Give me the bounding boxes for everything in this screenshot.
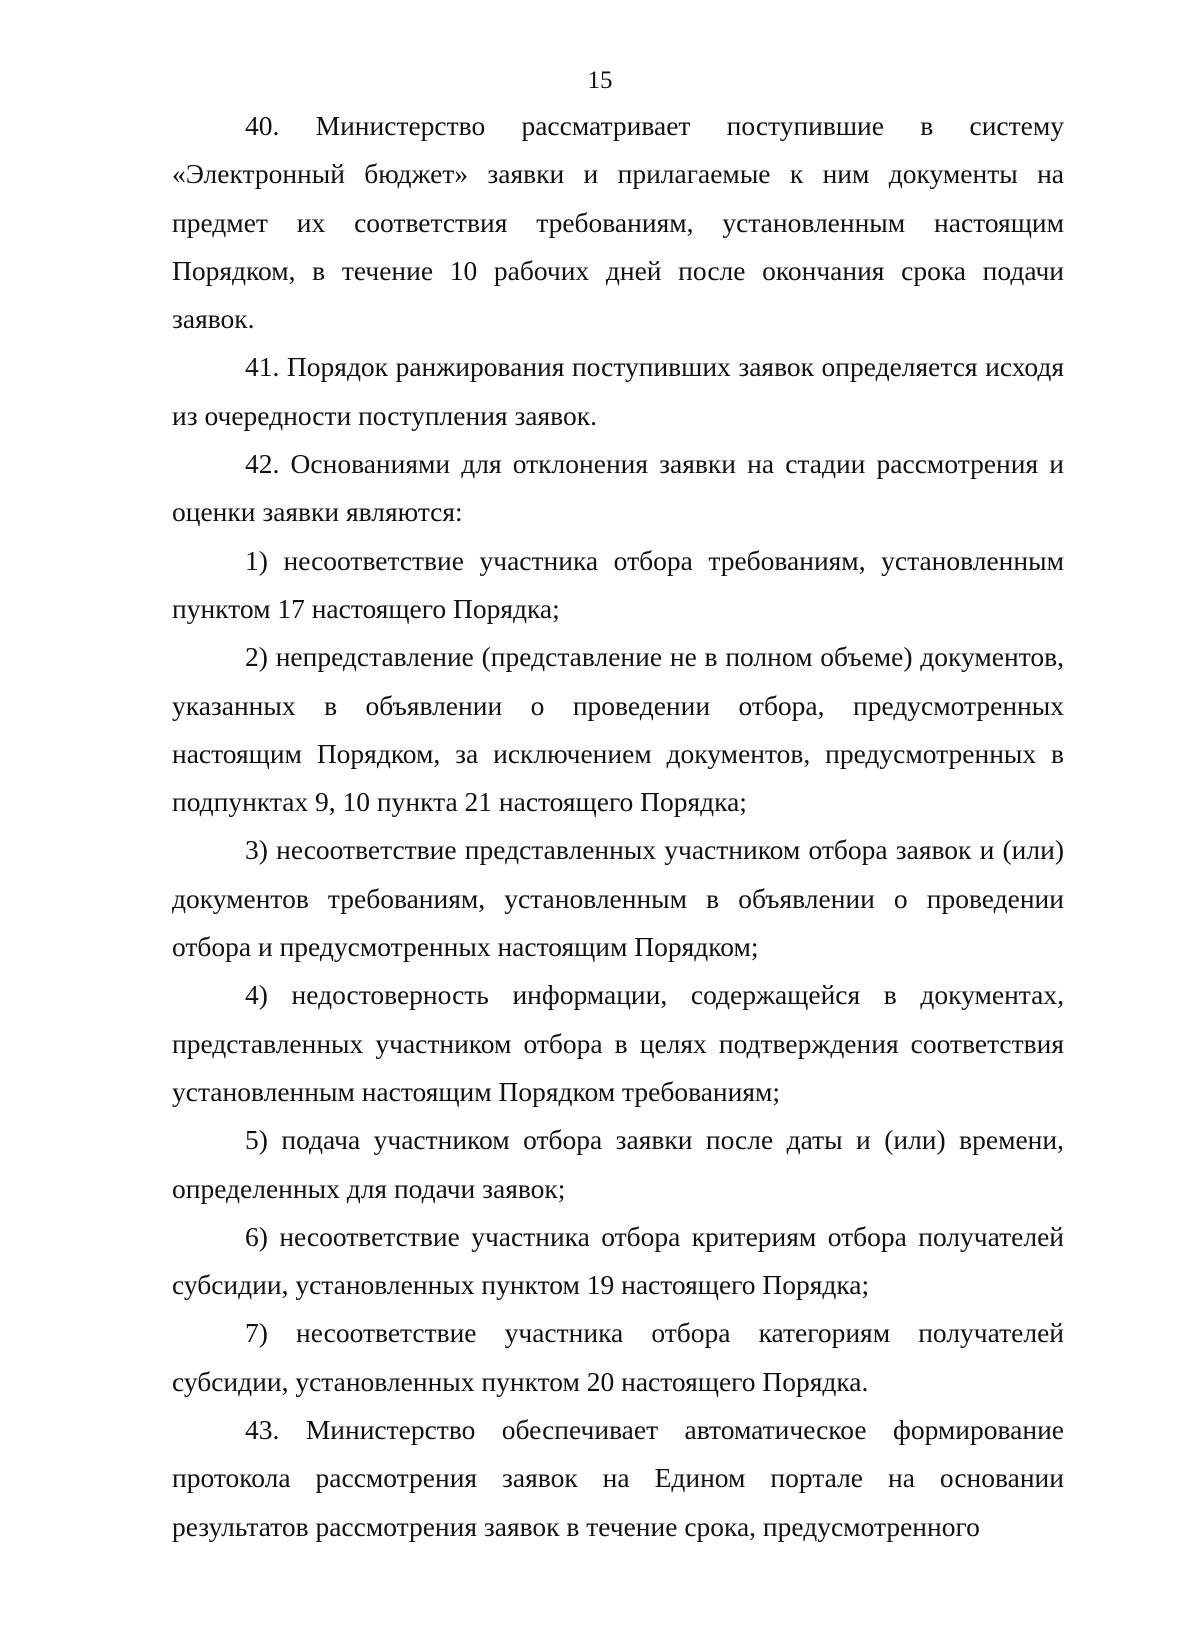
paragraph-42-item-6: 6) несоответствие участника отбора критериям отбора получателей субсидии, установленных пунктом 19 настоящего Порядка; (172, 1220, 1064, 1301)
paragraph-42-item-3: 3) несоответствие представленных участником отбора заявок и (или) документов требованиям, установленным в объявлении о проведении отбора и предусмотренных настоящим Порядком; (172, 834, 1064, 963)
paragraph-41: 41. Порядок ранжирования поступивших заявок определяется исходя из очередности поступления заявок. (172, 351, 1064, 431)
paragraph-42-item-4: 4) недостоверность информации, содержащейся в документах, представленных участником отбора в целях подтверждения соответствия установленным настоящим Порядком требованиям; (172, 979, 1064, 1107)
paragraph-43: 43. Министерство обеспечивает автоматическое формирование протокола рассмотрения заявок на Едином портале на основании результатов рассмотрения заявок в течение срока, предусмотренного (172, 1414, 1064, 1542)
paragraph-42: 42. Основаниями для отклонения заявки на стадии рассмотрения и оценки заявки являются: (172, 448, 1064, 528)
paragraph-42-item-7: 7) несоответствие участника отбора категориям получателей субсидии, установленных пунктом 20 настоящего Порядка. (172, 1317, 1064, 1397)
document-body (172, 102, 1064, 1551)
paragraph-42-item-1: 1) несоответствие участника отбора требованиям, установленным пунктом 17 настоящего Порядка; (172, 544, 1064, 624)
paragraph-42-item-2: 2) непредставление (представление не в полном объеме) документов, указанных в объявлении о проведении отбора, предусмотренных настоящим Порядком, за исключением документов, предусмотренных в подпунктах 9, 10 пункта 21 настоящего Порядка; (172, 641, 1064, 818)
paragraph-40: 40. Министерство рассматривает поступившие в систему «Электронный бюджет» заявки и прилагаемые к ним документы на предмет их соответствия требованиям, установленным настоящим Порядком, в течение 10 рабочих дней после окончания срока подачи заявок. (172, 110, 1064, 335)
paragraph-42-item-5: 5) подача участником отбора заявки после даты и (или) времени, определенных для подачи заявок; (172, 1124, 1064, 1204)
page-number: 15 (587, 67, 613, 94)
